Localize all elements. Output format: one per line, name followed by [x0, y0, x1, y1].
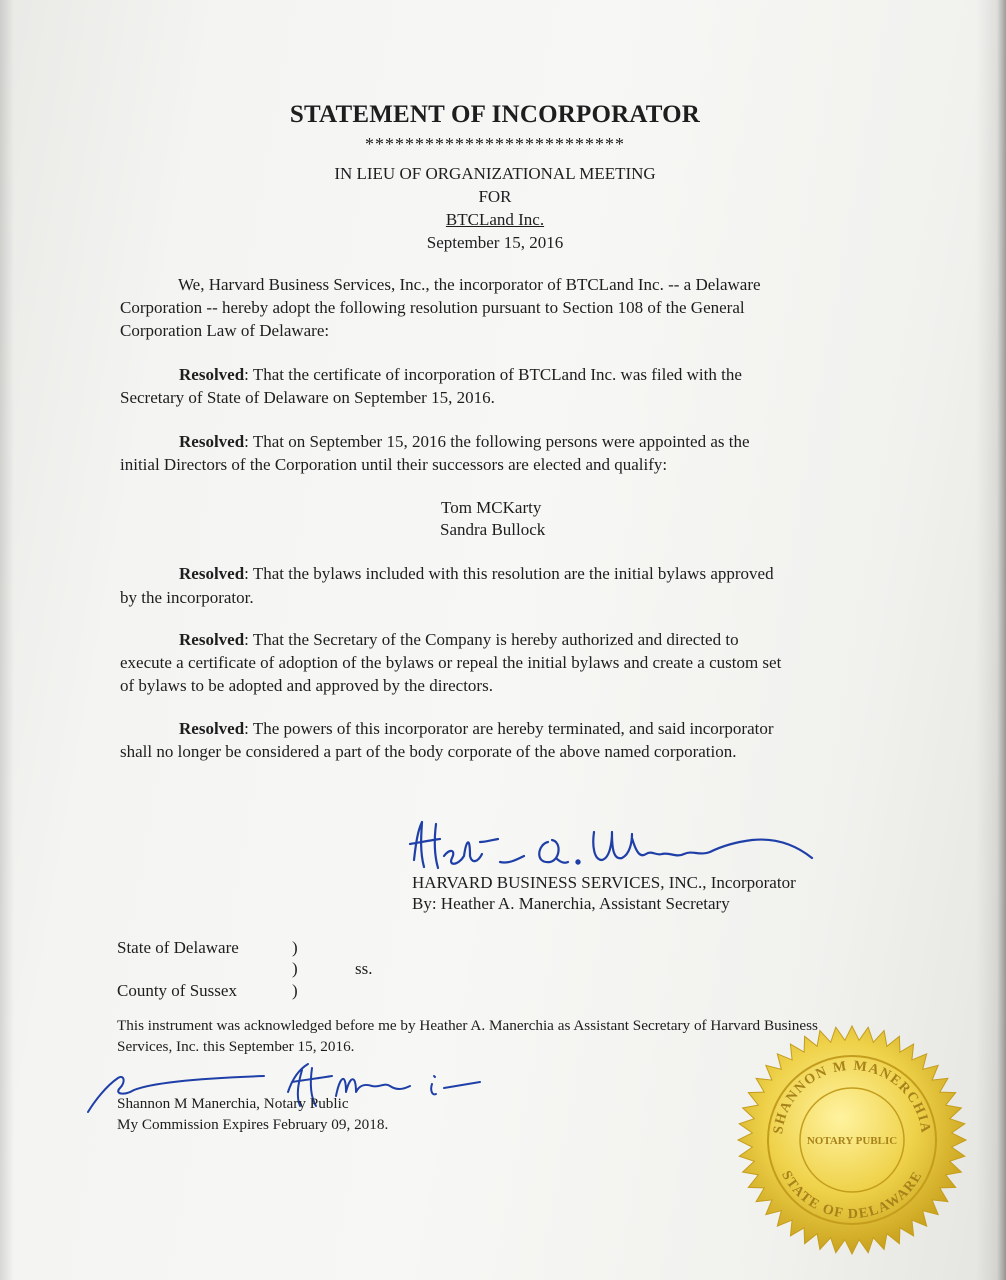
page-shadow-left: [0, 0, 14, 1280]
resolution-4-line-3: of bylaws to be adopted and approved by the directors.: [120, 676, 493, 695]
notary-commission: My Commission Expires February 09, 2018.: [117, 1116, 389, 1133]
notary-name: Shannon M Manerchia, Notary Public: [117, 1095, 349, 1112]
intro-line-2: Corporation -- hereby adopt the following resolution pursuant to Section 108 of the General: [120, 298, 745, 317]
venue-county: County of Sussex: [117, 981, 237, 1000]
resolution-4-line-1: Resolved: That the Secretary of the Company is hereby authorized and directed to: [179, 630, 739, 649]
page-shadow-right: [976, 0, 1006, 1280]
venue-state: State of Delaware: [117, 938, 239, 957]
subtitle-for: FOR: [478, 187, 512, 206]
company-name: BTCLand Inc.: [445, 210, 545, 229]
resolution-5-line-2: shall no longer be considered a part of the body corporate of the above named corporation.: [120, 742, 737, 761]
resolution-3-line-1: Resolved: That the bylaws included with this resolution are the initial bylaws approved: [179, 564, 774, 583]
resolution-3-line-2: by the incorporator.: [120, 588, 254, 607]
seal-text-top: SHANNON M MANERCHIA: [771, 1058, 933, 1136]
venue-ss: ss.: [355, 959, 373, 978]
seal-text-bottom: STATE OF DELAWARE: [778, 1168, 926, 1223]
venue-paren-3: ): [292, 981, 298, 1000]
resolution-5-line-1: Resolved: The powers of this incorporator are hereby terminated, and said incorporator: [179, 719, 774, 738]
venue-paren-2: ): [292, 959, 298, 978]
acknowledgment-line-2: Services, Inc. this September 15, 2016.: [117, 1038, 355, 1055]
subtitle-organizational-meeting: IN LIEU OF ORGANIZATIONAL MEETING: [334, 164, 656, 183]
document-date: September 15, 2016: [426, 233, 564, 252]
director-1: Tom MCKarty: [441, 498, 542, 517]
seal-text-center: NOTARY PUBLIC: [806, 1135, 898, 1147]
intro-line-3: Corporation Law of Delaware:: [120, 321, 330, 340]
resolution-1-line-1: Resolved: That the certificate of incorporation of BTCLand Inc. was filed with the: [179, 365, 742, 384]
resolution-2-line-1: Resolved: That on September 15, 2016 the following persons were appointed as the: [179, 432, 750, 451]
incorporator-signer: By: Heather A. Manerchia, Assistant Secretary: [412, 894, 730, 913]
notary-seal: [734, 1022, 970, 1258]
director-2: Sandra Bullock: [440, 520, 546, 539]
venue-paren-1: ): [292, 938, 298, 957]
intro-line-1: We, Harvard Business Services, Inc., the incorporator of BTCLand Inc. -- a Delaware: [178, 275, 761, 294]
resolution-4-line-2: execute a certificate of adoption of the bylaws or repeal the initial bylaws and create a custom set: [120, 653, 782, 672]
title-divider: **************************: [365, 134, 625, 154]
document-title: STATEMENT OF INCORPORATOR: [289, 101, 701, 128]
acknowledgment-line-1: This instrument was acknowledged before me by Heather A. Manerchia as Assistant Secretary of Harvard Business: [117, 1017, 818, 1034]
resolution-1-line-2: Secretary of State of Delaware on September 15, 2016.: [120, 388, 495, 407]
incorporator-line: HARVARD BUSINESS SERVICES, INC., Incorporator: [412, 873, 796, 892]
resolution-2-line-2: initial Directors of the Corporation until their successors are elected and qualify:: [120, 455, 668, 474]
